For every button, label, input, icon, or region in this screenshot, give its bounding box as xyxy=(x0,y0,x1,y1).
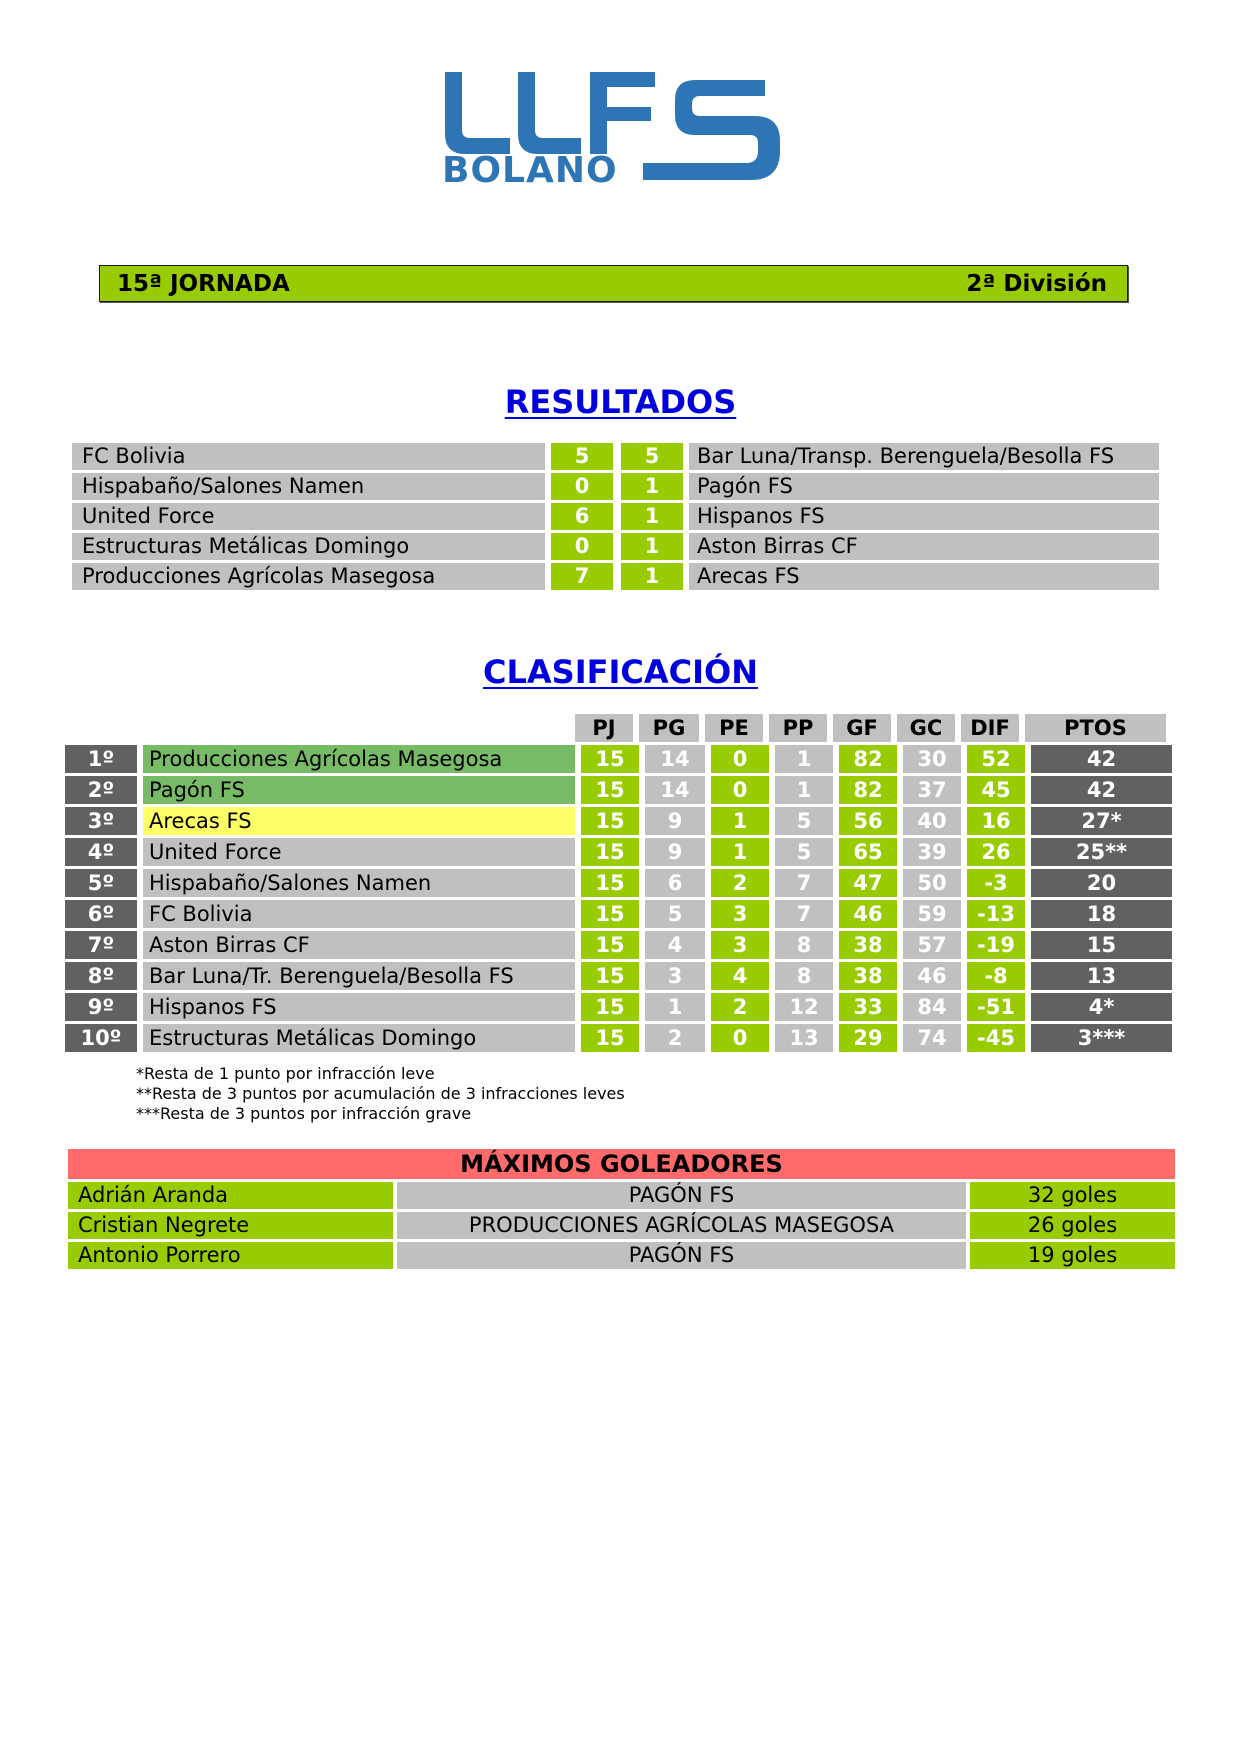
standings-row xyxy=(65,776,1175,804)
stat-pe: 2 xyxy=(711,869,769,897)
away-goals: 1 xyxy=(621,503,683,530)
stat-pe: 0 xyxy=(711,776,769,804)
scorer-row xyxy=(68,1242,1175,1269)
stat-pe: 0 xyxy=(711,745,769,773)
team-name: Pagón FS xyxy=(143,776,575,804)
stat-pe: 4 xyxy=(711,962,769,990)
team-name: Arecas FS xyxy=(143,807,575,835)
away-goals: 5 xyxy=(621,443,683,470)
match-row xyxy=(72,443,1166,470)
note-1: *Resta de 1 punto por infracción leve xyxy=(136,1064,435,1083)
away-team: Aston Birras CF xyxy=(689,533,1159,560)
stat-pg: 4 xyxy=(645,931,705,959)
scorer-row xyxy=(68,1212,1175,1239)
top-scorers-table xyxy=(68,1149,1175,1272)
points: 42 xyxy=(1031,776,1172,804)
stat-pp: 7 xyxy=(775,869,833,897)
stat-pp: 8 xyxy=(775,962,833,990)
position: 9º xyxy=(65,993,137,1021)
points: 42 xyxy=(1031,745,1172,773)
stat-dif: 26 xyxy=(967,838,1025,866)
points: 25** xyxy=(1031,838,1172,866)
stat-pe: 0 xyxy=(711,1024,769,1052)
stat-dif: -51 xyxy=(967,993,1025,1021)
stat-pg: 5 xyxy=(645,900,705,928)
stat-pp: 1 xyxy=(775,776,833,804)
stat-dif: -19 xyxy=(967,931,1025,959)
stat-gf: 82 xyxy=(839,776,897,804)
note-2: **Resta de 3 puntos por acumulación de 3 infracciones leves xyxy=(136,1084,625,1103)
team-name: Bar Luna/Tr. Berenguela/Besolla FS xyxy=(143,962,575,990)
standings-row xyxy=(65,931,1175,959)
stat-dif: -3 xyxy=(967,869,1025,897)
position: 5º xyxy=(65,869,137,897)
stat-pj: 15 xyxy=(581,807,639,835)
logo-subtitle: BOLAÑO xyxy=(442,150,618,190)
match-row xyxy=(72,473,1166,500)
standings-row xyxy=(65,807,1175,835)
header-gf: GF xyxy=(833,714,891,742)
stat-gf: 29 xyxy=(839,1024,897,1052)
points: 15 xyxy=(1031,931,1172,959)
stat-pe: 3 xyxy=(711,931,769,959)
away-team: Pagón FS xyxy=(689,473,1159,500)
standings-notes xyxy=(136,1064,625,1124)
scorer-goals: 32 goles xyxy=(970,1182,1175,1209)
stat-gf: 38 xyxy=(839,931,897,959)
stat-pj: 15 xyxy=(581,776,639,804)
jornada-banner xyxy=(99,265,1128,302)
home-team: Producciones Agrícolas Masegosa xyxy=(72,563,545,590)
position: 1º xyxy=(65,745,137,773)
stat-gc: 40 xyxy=(903,807,961,835)
stat-pj: 15 xyxy=(581,838,639,866)
results-title: RESULTADOS xyxy=(504,383,737,421)
scorer-name: Cristian Negrete xyxy=(68,1212,393,1239)
stat-gc: 57 xyxy=(903,931,961,959)
scorer-name: Antonio Porrero xyxy=(68,1242,393,1269)
stat-gf: 47 xyxy=(839,869,897,897)
home-team: FC Bolivia xyxy=(72,443,545,470)
stat-pp: 1 xyxy=(775,745,833,773)
home-team: United Force xyxy=(72,503,545,530)
top-scorers-title: MÁXIMOS GOLEADORES xyxy=(68,1149,1175,1179)
stat-gc: 74 xyxy=(903,1024,961,1052)
stat-pj: 15 xyxy=(581,962,639,990)
stat-dif: -8 xyxy=(967,962,1025,990)
standings-row xyxy=(65,869,1175,897)
header-pe: PE xyxy=(705,714,763,742)
away-team: Bar Luna/Transp. Berenguela/Besolla FS xyxy=(689,443,1159,470)
points: 4* xyxy=(1031,993,1172,1021)
stat-pj: 15 xyxy=(581,900,639,928)
stat-gc: 59 xyxy=(903,900,961,928)
team-name: Hispanos FS xyxy=(143,993,575,1021)
division-label: 2ª División xyxy=(966,270,1107,297)
standings-row xyxy=(65,993,1175,1021)
stat-pp: 8 xyxy=(775,931,833,959)
team-name: Producciones Agrícolas Masegosa xyxy=(143,745,575,773)
stat-pe: 2 xyxy=(711,993,769,1021)
stat-gc: 50 xyxy=(903,869,961,897)
stat-gf: 33 xyxy=(839,993,897,1021)
points: 13 xyxy=(1031,962,1172,990)
standings-row xyxy=(65,745,1175,773)
stat-pg: 14 xyxy=(645,776,705,804)
position: 7º xyxy=(65,931,137,959)
away-goals: 1 xyxy=(621,473,683,500)
note-3: ***Resta de 3 puntos por infracción grave xyxy=(136,1104,472,1123)
header-ptos: PTOS xyxy=(1025,714,1166,742)
stat-pp: 5 xyxy=(775,838,833,866)
llfs-bolano-logo xyxy=(440,70,800,190)
stat-pg: 3 xyxy=(645,962,705,990)
scorer-team: PAGÓN FS xyxy=(397,1242,966,1269)
stat-pp: 5 xyxy=(775,807,833,835)
stat-gc: 46 xyxy=(903,962,961,990)
away-team: Hispanos FS xyxy=(689,503,1159,530)
stat-gf: 38 xyxy=(839,962,897,990)
stat-dif: -45 xyxy=(967,1024,1025,1052)
points: 20 xyxy=(1031,869,1172,897)
stat-gf: 46 xyxy=(839,900,897,928)
stat-gc: 39 xyxy=(903,838,961,866)
stat-pe: 1 xyxy=(711,807,769,835)
scorer-team: PRODUCCIONES AGRÍCOLAS MASEGOSA xyxy=(397,1212,966,1239)
standings-table xyxy=(65,714,1175,1055)
team-name: FC Bolivia xyxy=(143,900,575,928)
away-team: Arecas FS xyxy=(689,563,1159,590)
position: 4º xyxy=(65,838,137,866)
standings-row xyxy=(65,1024,1175,1052)
standings-row xyxy=(65,838,1175,866)
standings-row xyxy=(65,962,1175,990)
stat-pg: 9 xyxy=(645,838,705,866)
stat-gf: 56 xyxy=(839,807,897,835)
stat-pp: 7 xyxy=(775,900,833,928)
team-name: Aston Birras CF xyxy=(143,931,575,959)
stat-pp: 12 xyxy=(775,993,833,1021)
header-dif: DIF xyxy=(961,714,1019,742)
header-gc: GC xyxy=(897,714,955,742)
stat-pj: 15 xyxy=(581,745,639,773)
stat-pj: 15 xyxy=(581,1024,639,1052)
stat-pj: 15 xyxy=(581,869,639,897)
standings-title: CLASIFICACIÓN xyxy=(483,653,758,691)
stat-gc: 84 xyxy=(903,993,961,1021)
standings-body xyxy=(65,745,1175,1052)
position: 8º xyxy=(65,962,137,990)
home-goals: 5 xyxy=(551,443,613,470)
scorer-row xyxy=(68,1182,1175,1209)
points: 18 xyxy=(1031,900,1172,928)
jornada-label: 15ª JORNADA xyxy=(117,270,290,297)
match-row xyxy=(72,533,1166,560)
match-row xyxy=(72,503,1166,530)
stat-dif: 45 xyxy=(967,776,1025,804)
stat-pg: 14 xyxy=(645,745,705,773)
points: 3*** xyxy=(1031,1024,1172,1052)
home-team: Hispabaño/Salones Namen xyxy=(72,473,545,500)
stat-pj: 15 xyxy=(581,931,639,959)
stat-dif: 16 xyxy=(967,807,1025,835)
home-goals: 6 xyxy=(551,503,613,530)
stat-pg: 6 xyxy=(645,869,705,897)
position: 2º xyxy=(65,776,137,804)
home-goals: 7 xyxy=(551,563,613,590)
scorer-goals: 26 goles xyxy=(970,1212,1175,1239)
position: 3º xyxy=(65,807,137,835)
stat-pe: 1 xyxy=(711,838,769,866)
position: 6º xyxy=(65,900,137,928)
team-name: United Force xyxy=(143,838,575,866)
stat-pg: 9 xyxy=(645,807,705,835)
scorer-goals: 19 goles xyxy=(970,1242,1175,1269)
header-pp: PP xyxy=(769,714,827,742)
stat-pp: 13 xyxy=(775,1024,833,1052)
team-name: Estructuras Metálicas Domingo xyxy=(143,1024,575,1052)
results-table xyxy=(72,443,1166,593)
stat-pj: 15 xyxy=(581,993,639,1021)
home-goals: 0 xyxy=(551,473,613,500)
stat-gc: 37 xyxy=(903,776,961,804)
stat-pg: 2 xyxy=(645,1024,705,1052)
header-pg: PG xyxy=(639,714,699,742)
home-team: Estructuras Metálicas Domingo xyxy=(72,533,545,560)
standings-header xyxy=(65,714,1175,742)
header-pj: PJ xyxy=(575,714,633,742)
stat-pg: 1 xyxy=(645,993,705,1021)
stat-gf: 65 xyxy=(839,838,897,866)
points: 27* xyxy=(1031,807,1172,835)
stat-gf: 82 xyxy=(839,745,897,773)
logo-graphic xyxy=(440,70,800,190)
stat-pe: 3 xyxy=(711,900,769,928)
scorer-team: PAGÓN FS xyxy=(397,1182,966,1209)
home-goals: 0 xyxy=(551,533,613,560)
away-goals: 1 xyxy=(621,533,683,560)
position: 10º xyxy=(65,1024,137,1052)
stat-dif: -13 xyxy=(967,900,1025,928)
scorer-name: Adrián Aranda xyxy=(68,1182,393,1209)
team-name: Hispabaño/Salones Namen xyxy=(143,869,575,897)
match-row xyxy=(72,563,1166,590)
stat-gc: 30 xyxy=(903,745,961,773)
stat-dif: 52 xyxy=(967,745,1025,773)
standings-row xyxy=(65,900,1175,928)
away-goals: 1 xyxy=(621,563,683,590)
